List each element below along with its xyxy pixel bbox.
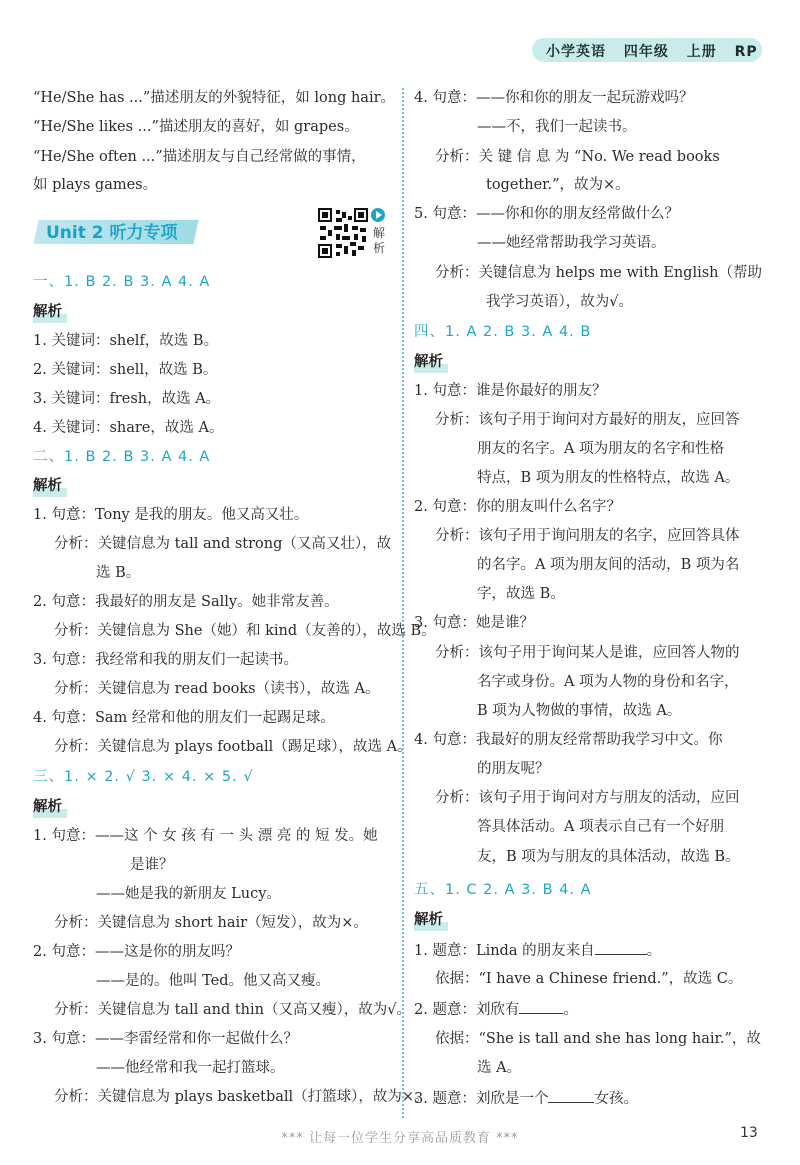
text-line: 4. 句意：——你和你的朋友一起玩游戏吗？: [414, 90, 694, 106]
header-grade: 四年级: [623, 44, 669, 60]
text-line: together.”，故为×。: [486, 177, 630, 193]
text-line: 我学习英语），故为√。: [486, 294, 633, 310]
list-item: 2. 关键词：shell，故选 B。: [33, 362, 218, 378]
text-line: ——是的。他叫 Ted。他又高又瘦。: [96, 973, 331, 989]
text-line: 字，故选 B。: [477, 586, 565, 602]
text-line: ——不，我们一起读书。: [477, 119, 637, 135]
question-text: 。: [646, 943, 662, 959]
text-line: 分析：关键信息为 plays football（踢足球），故选 A。: [54, 739, 412, 755]
text-line: 答具体活动。A 项表示自己有一个好朋: [477, 819, 725, 835]
question-text: 1. 题意：Linda 的朋友来自: [414, 943, 595, 959]
question-text: 女孩。: [594, 1091, 638, 1107]
text-line: 特点，B 项为朋友的性格特点，故选 A。: [477, 470, 740, 486]
header-subject: 小学英语: [546, 44, 606, 60]
text-line: [414, 999, 578, 1020]
text-line: ——她是我的新朋友 Lucy。: [96, 886, 281, 902]
text-line: 分析：关键信息为 helps me with English（帮助: [435, 265, 763, 281]
jiexi-heading: 解析: [414, 354, 443, 370]
text-line: 分析：该句子用于询问对方最好的朋友，应回答: [435, 412, 740, 428]
text-line: 2. 句意：——这是你的朋友吗？: [33, 944, 240, 960]
text-line: ——她经常帮助我学习英语。: [477, 235, 666, 251]
answer-line: 四、1. A 2. B 3. A 4. B: [414, 324, 592, 340]
text-line: 选 A。: [477, 1060, 522, 1076]
question-text: 2. 题意：刘欣有: [414, 1002, 520, 1018]
intro-line: “He/She often ...”描述朋友与自己经常做的事情，: [33, 149, 366, 165]
jiexi-heading: 解析: [414, 912, 443, 928]
list-item: 4. 关键词：share，故选 A。: [33, 420, 224, 436]
text-line: 2. 句意：你的朋友叫什么名字？: [414, 499, 621, 515]
intro-line: “He/She has ...”描述朋友的外貌特征，如 long hair。: [33, 90, 396, 106]
intro-line: “He/She likes ...”描述朋友的喜好，如 grapes。: [33, 119, 359, 135]
text-line: 分析：关键信息为 She（她）和 kind（友善的），故选 B。: [54, 623, 436, 639]
text-line: 3. 句意：我经常和我的朋友们一起读书。: [33, 652, 298, 668]
unit-title-banner: [36, 214, 196, 248]
text-line: 的名字。A 项为朋友间的活动，B 项为名: [477, 557, 740, 573]
unit-title: Unit 2 听力专项: [46, 223, 178, 243]
answer-blank: [519, 999, 563, 1014]
answer-blank: [548, 1088, 594, 1103]
text-line: B 项为人物做的事情，故选 A。: [477, 703, 682, 719]
qr-label: 解析: [372, 226, 385, 255]
page-number: 13: [740, 1125, 758, 1141]
text-line: 分析：该句子用于询问对方与朋友的活动，应回: [435, 790, 740, 806]
header-edition: RP: [734, 44, 758, 60]
answer-line: 二、1. B 2. B 3. A 4. A: [33, 449, 211, 465]
text-line: 分析：关键信息为 read books（读书），故选 A。: [54, 681, 380, 697]
text-line: 的朋友呢？: [477, 761, 550, 777]
jiexi-heading: 解析: [33, 304, 62, 320]
text-line: 友，B 项为与朋友的具体活动，故选 B。: [477, 849, 740, 865]
text-line: [414, 940, 661, 961]
text-line: 5. 句意：——你和你的朋友经常做什么？: [414, 206, 679, 222]
text-line: 选 B。: [96, 565, 141, 581]
answer-blank: [595, 940, 647, 955]
column-divider: [402, 88, 404, 1118]
text-line: 分析：关键信息为 plays basketball（打篮球），故为×。: [54, 1089, 429, 1105]
answer-line: 三、1. × 2. √ 3. × 4. × 5. √: [33, 769, 254, 785]
text-line: 名字或身份。A 项为人物的身份和名字，: [477, 674, 739, 690]
play-icon[interactable]: [371, 208, 385, 222]
text-line: 依据：“I have a Chinese friend.”，故选 C。: [435, 971, 743, 987]
text-line: 1. 句意：谁是你最好的朋友？: [414, 383, 607, 399]
jiexi-heading: 解析: [33, 478, 62, 494]
text-line: 分析：关键信息为 tall and thin（又高又瘦），故为√。: [54, 1002, 411, 1018]
text-line: 3. 句意：她是谁？: [414, 615, 534, 631]
text-line: 1. 句意：——这 个 女 孩 有 一 头 漂 亮 的 短 发。她: [33, 828, 378, 844]
question-text: 3. 题意：刘欣是一个: [414, 1091, 549, 1107]
text-line: 分析：关键信息为 short hair（短发），故为×。: [54, 915, 368, 931]
jiexi-heading: 解析: [33, 799, 62, 815]
text-line: 分析：关 键 信 息 为 “No. We read books: [435, 149, 720, 165]
text-line: 4. 句意：Sam 经常和他的朋友们一起踢足球。: [33, 710, 335, 726]
text-line: 3. 句意：——李雷经常和你一起做什么？: [33, 1031, 298, 1047]
text-line: [414, 1088, 638, 1109]
question-text: 。: [563, 1002, 578, 1018]
text-line: 朋友的名字。A 项为朋友的名字和性格: [477, 441, 725, 457]
text-line: 分析：关键信息为 tall and strong（又高又壮），故: [54, 536, 392, 552]
text-line: 2. 句意：我最好的朋友是 Sally。她非常友善。: [33, 594, 339, 610]
text-line: 1. 句意：Tony 是我的朋友。他又高又壮。: [33, 507, 309, 523]
footer-slogan: *** 让每一位学生分享高品质教育 ***: [281, 1131, 519, 1146]
qr-code-icon[interactable]: [318, 208, 368, 258]
header-text: [546, 41, 770, 61]
intro-line: 如 plays games。: [33, 177, 158, 193]
list-item: 3. 关键词：fresh，故选 A。: [33, 391, 221, 407]
answer-line: 一、1. B 2. B 3. A 4. A: [33, 274, 211, 290]
answer-line: 五、1. C 2. A 3. B 4. A: [414, 882, 592, 898]
header-volume: 上册: [686, 44, 717, 60]
text-line: ——他经常和我一起打篮球。: [96, 1060, 285, 1076]
text-line: 分析：该句子用于询问朋友的名字，应回答具体: [435, 528, 740, 544]
text-line: 依据：“She is tall and she has long hair.”，故: [435, 1031, 761, 1047]
text-line: 分析：该句子用于询问某人是谁，应回答人物的: [435, 645, 740, 661]
list-item: 1. 关键词：shelf，故选 B。: [33, 333, 219, 349]
text-line: 4. 句意：我最好的朋友经常帮助我学习中文。你: [414, 732, 723, 748]
text-line: 是谁？: [130, 857, 174, 873]
